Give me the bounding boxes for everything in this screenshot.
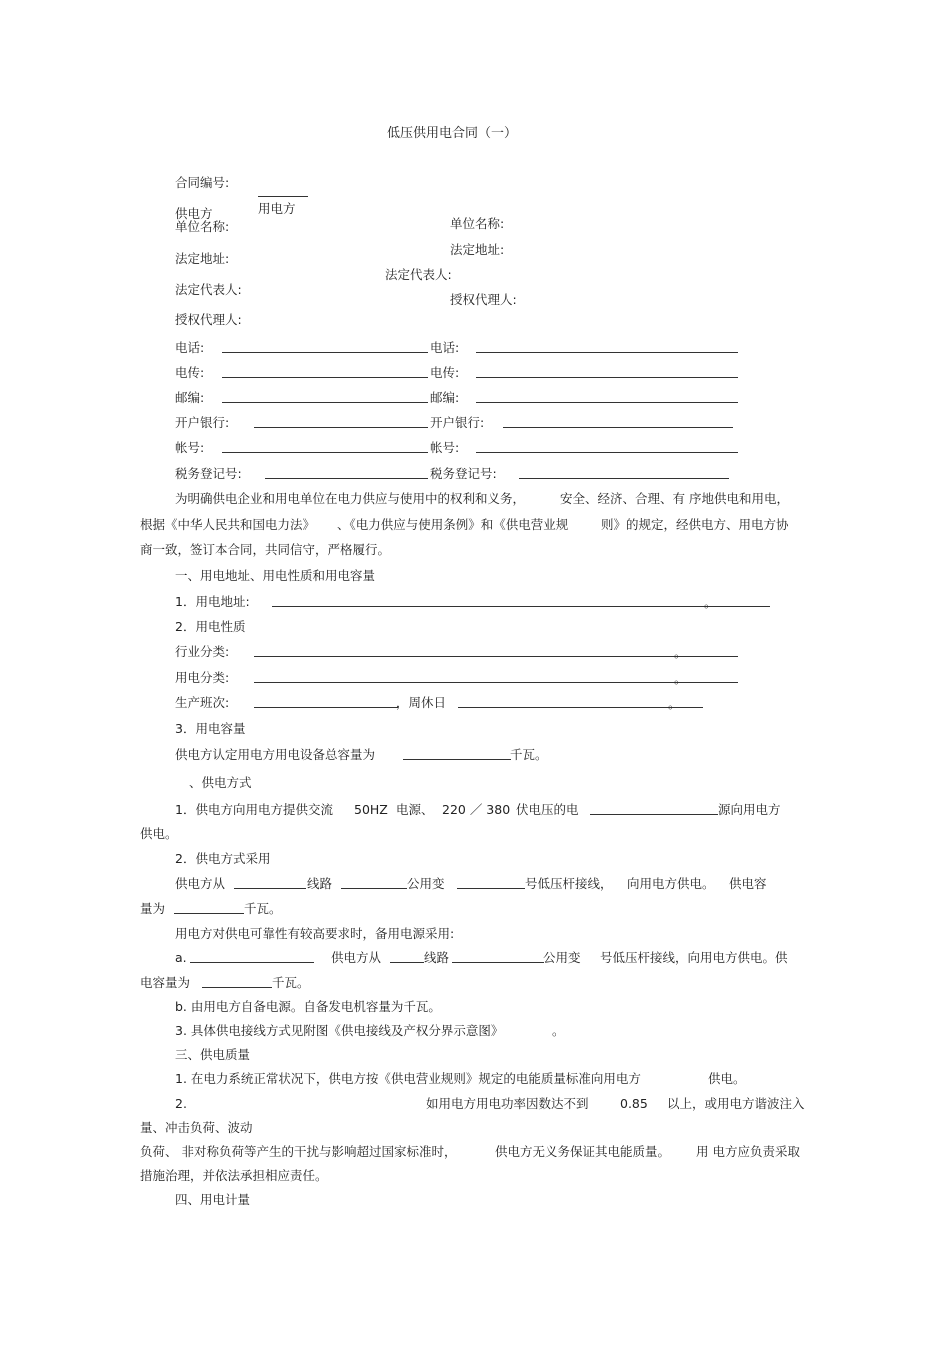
user-postcode-field[interactable] xyxy=(476,402,738,403)
usage-nature-label: 2．用电性质 xyxy=(175,619,246,634)
backup-a-cap-field[interactable] xyxy=(202,987,272,988)
user-role: 用电方 xyxy=(258,201,296,216)
supplier-unit-name: 单位名称: xyxy=(175,219,230,234)
quality-item2-e2: 供电方无义务保证其电能质量。 xyxy=(495,1144,671,1159)
user-telex-label: 电传: xyxy=(430,365,460,380)
quality-item2-e3: 用 电方应负责采取 xyxy=(696,1144,800,1159)
capacity-unit: 千瓦。 xyxy=(510,747,548,762)
supply-cap-label-a: 供电容 xyxy=(729,876,767,891)
supplier-tax-label: 税务登记号: xyxy=(175,466,242,481)
supply-line1-b: 50HZ xyxy=(354,802,388,817)
quality-item1-a: 1. 在电力系统正常状况下，供电方按《供电营业规则》规定的电能质量标准向用电方 xyxy=(175,1071,641,1086)
quality-item1-b: 供电。 xyxy=(708,1071,746,1086)
section1-heading: 一、用电地址、用电性质和用电容量 xyxy=(175,568,376,583)
backup-a-cap-label: 电容量为 xyxy=(140,975,191,990)
backup-a-pole-text: 号低压杆接线，向用电方供电。供 xyxy=(600,950,788,965)
document-title: 低压供用电合同（一） xyxy=(387,126,518,141)
user-rep: 法定代表人: xyxy=(385,267,452,282)
industry-field[interactable] xyxy=(254,656,738,657)
supply-method-label: 2．供电方式采用 xyxy=(175,851,271,866)
rest-day-label: ，周休日 xyxy=(396,695,447,710)
supplier-account-field[interactable] xyxy=(222,452,428,453)
supply-cap-label-b: 量为 xyxy=(140,901,166,916)
backup-b-text: b. 由用电方自备电源。自备发电机容量为千瓦。 xyxy=(175,999,441,1014)
supplier-bank-field[interactable] xyxy=(254,427,428,428)
supply-pole-field[interactable] xyxy=(457,888,525,889)
capacity-text: 供电方认定用电方用电设备总容量为 xyxy=(175,747,376,762)
section4-heading: 四、用电计量 xyxy=(175,1192,251,1207)
user-account-label: 帐号: xyxy=(430,440,460,455)
supplier-bank-label: 开户银行: xyxy=(175,415,230,430)
supply-to-user: 向用电方供电。 xyxy=(627,876,715,891)
supplier-agent: 授权代理人: xyxy=(175,312,242,327)
user-agent: 授权代理人: xyxy=(450,292,517,307)
contract-no-field[interactable] xyxy=(258,188,308,197)
wiring-diagram-text: 3. 具体供电接线方式见附图《供电接线及产权分界示意图》 xyxy=(175,1023,504,1038)
supplier-account-label: 帐号: xyxy=(175,440,205,455)
backup-a-line-label: 线路 xyxy=(424,950,450,965)
user-address: 法定地址: xyxy=(450,242,505,257)
contract-no-label: 合同编号: xyxy=(175,175,230,190)
intro-line1b: 安全、经济、合理、有 序地供电和用电， xyxy=(560,491,789,506)
shift-field[interactable] xyxy=(254,707,398,708)
user-telex-field[interactable] xyxy=(476,377,738,378)
rest-day-field[interactable] xyxy=(458,707,703,708)
supply-source-field[interactable] xyxy=(590,814,718,815)
backup-a-line-field[interactable] xyxy=(390,962,424,963)
quality-item2-b: 0.85 xyxy=(620,1096,648,1111)
intro-line3: 商一致，签订本合同，共同信守，严格履行。 xyxy=(140,542,391,557)
backup-text: 用电方对供电可靠性有较高要求时，备用电源采用: xyxy=(175,926,455,941)
capacity-field[interactable] xyxy=(403,759,511,760)
wiring-diagram-period: 。 xyxy=(552,1023,565,1038)
user-bank-field[interactable] xyxy=(503,427,733,428)
supplier-phone-field[interactable] xyxy=(222,352,428,353)
supplier-rep: 法定代表人: xyxy=(175,282,242,297)
user-unit-name: 单位名称: xyxy=(450,216,505,231)
supply-line1-d: 220 ／ 380 xyxy=(442,802,511,817)
quality-item2-e1: 负荷、 非对称负荷等产生的干扰与影响超过国家标准时， xyxy=(140,1144,457,1159)
user-tax-label: 税务登记号: xyxy=(430,466,497,481)
quality-item2-num: 2. xyxy=(175,1096,187,1111)
supplier-role: 供电方 xyxy=(175,206,213,221)
backup-a-prefix: a. xyxy=(175,950,187,965)
intro-line1a: 为明确供电企业和用电单位在电力供应与使用中的权利和义务， xyxy=(175,491,526,506)
backup-a-cap-unit: 千瓦。 xyxy=(272,975,310,990)
supplier-phone-label: 电话: xyxy=(175,340,205,355)
quality-item2-d: 量、冲击负荷、波动 xyxy=(140,1120,253,1135)
section3-heading: 三、供电质量 xyxy=(175,1047,251,1062)
supply-transformer-label: 公用变 xyxy=(407,876,445,891)
address-field[interactable] xyxy=(272,606,770,607)
usage-class-label: 用电分类: xyxy=(175,670,230,685)
supply-line1-f: 源向用电方 xyxy=(718,802,781,817)
intro-line2b: 、《电力供应与使用条例》和《供电营业规 xyxy=(337,517,569,532)
intro-line2c: 则》的规定，经供电方、用电方协 xyxy=(601,517,789,532)
supplier-telex-label: 电传: xyxy=(175,365,205,380)
supplier-telex-field[interactable] xyxy=(222,377,428,378)
supply-line-field[interactable] xyxy=(234,888,306,889)
supply-pole-label: 号低压杆接线， xyxy=(525,876,613,891)
quality-item2-c: 以上，或用电方谐波注入 xyxy=(667,1096,805,1111)
user-phone-label: 电话: xyxy=(430,340,460,355)
user-bank-label: 开户银行: xyxy=(430,415,485,430)
backup-a-transformer-field[interactable] xyxy=(452,962,544,963)
industry-label: 行业分类: xyxy=(175,644,230,659)
quality-item2-f: 措施治理，并依法承担相应责任。 xyxy=(140,1168,328,1183)
industry-period: 。 xyxy=(674,645,687,660)
supplier-postcode-field[interactable] xyxy=(222,402,428,403)
supplier-address: 法定地址: xyxy=(175,251,230,266)
backup-a-transformer-label: 公用变 xyxy=(543,950,581,965)
supplier-tax-field[interactable] xyxy=(265,478,428,479)
backup-a-field[interactable] xyxy=(190,962,314,963)
address-period: 。 xyxy=(704,595,717,610)
backup-a-from: 供电方从 xyxy=(331,950,382,965)
supply-line1-e: 伏电压的电 xyxy=(516,802,579,817)
supply-from-label: 供电方从 xyxy=(175,876,226,891)
user-account-field[interactable] xyxy=(476,452,738,453)
supply-line-label: 线路 xyxy=(307,876,333,891)
capacity-label: 3．用电容量 xyxy=(175,721,246,736)
usage-class-period: 。 xyxy=(674,671,687,686)
supply-transformer-field[interactable] xyxy=(341,888,407,889)
rest-day-period: 。 xyxy=(668,696,681,711)
supply-line1-c: 电源、 xyxy=(396,802,434,817)
section2-heading: 、供电方式 xyxy=(189,775,252,790)
quality-item2-a: 如用电方用电功率因数达不到 xyxy=(426,1096,589,1111)
supply-cap-field[interactable] xyxy=(174,913,244,914)
shift-label: 生产班次: xyxy=(175,695,230,710)
user-postcode-label: 邮编: xyxy=(430,390,460,405)
address-label: 1．用电地址: xyxy=(175,594,250,609)
supply-line1-g: 供电。 xyxy=(140,826,178,841)
usage-class-field[interactable] xyxy=(254,682,738,683)
supply-cap-unit: 千瓦。 xyxy=(244,901,282,916)
intro-line2a: 根据《中华人民共和国电力法》 xyxy=(140,517,316,532)
user-phone-field[interactable] xyxy=(476,352,738,353)
user-tax-field[interactable] xyxy=(519,478,729,479)
supply-line1-a: 1．供电方向用电方提供交流 xyxy=(175,802,333,817)
supplier-postcode-label: 邮编: xyxy=(175,390,205,405)
